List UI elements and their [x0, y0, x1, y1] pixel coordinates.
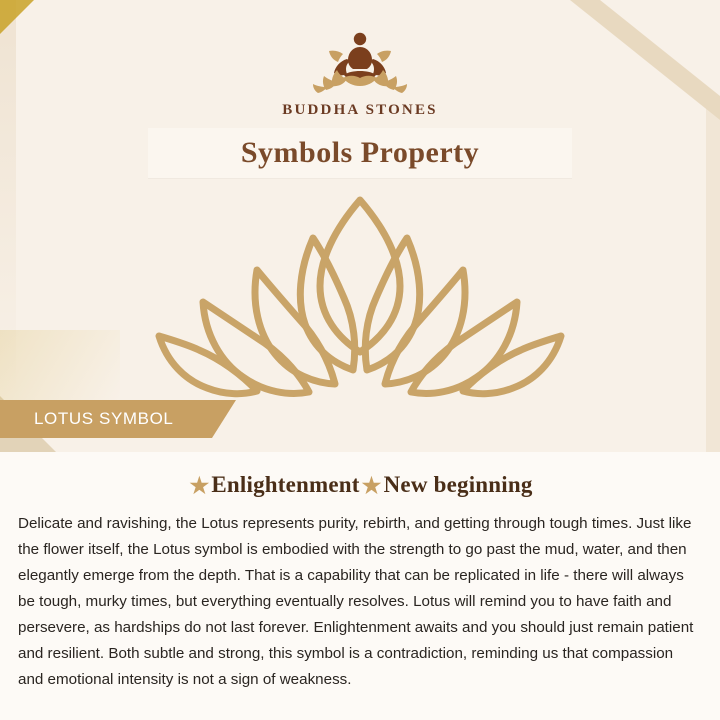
star-icon-middle: ★: [361, 473, 382, 498]
lotus-flower-icon: [145, 186, 575, 406]
description-panel: [0, 452, 720, 720]
headline-part-one: Enlightenment: [211, 472, 360, 497]
title-band: [148, 128, 572, 178]
description-paragraph: Delicate and ravishing, the Lotus represents purity, rebirth, and getting through tough times. Just like the flower itself, the Lotus symbol is embodied with the strength to go past the mud, water, and then elegantly emerge from the depth. That is a capability that can be replicated in life - there will always be tough, murky times, but everything eventually resolves. Lotus will remind you to have faith and persevere, as hardships do not last forever. Enlightenment awaits and you should just remain patient and resilient. Both subtle and strong, this symbol is a contradiction, reminding us that compassion and emotional intensity is not a sign of weakness.: [18, 515, 694, 688]
gold-streak-decor: [0, 330, 120, 400]
page-title: Symbols Property: [240, 136, 480, 169]
section-headline: [0, 472, 720, 499]
brand-logo: [0, 26, 720, 119]
brand-name: BUDDHA STONES: [282, 102, 438, 118]
ribbon-notch: [212, 400, 236, 438]
ribbon-label: LOTUS SYMBOL: [34, 409, 174, 428]
star-icon-left: ★: [189, 473, 210, 498]
headline-part-two: New beginning: [383, 472, 533, 497]
lotus-symbol-ribbon: [0, 400, 236, 438]
meditating-buddha-lotus-icon: [285, 26, 435, 98]
